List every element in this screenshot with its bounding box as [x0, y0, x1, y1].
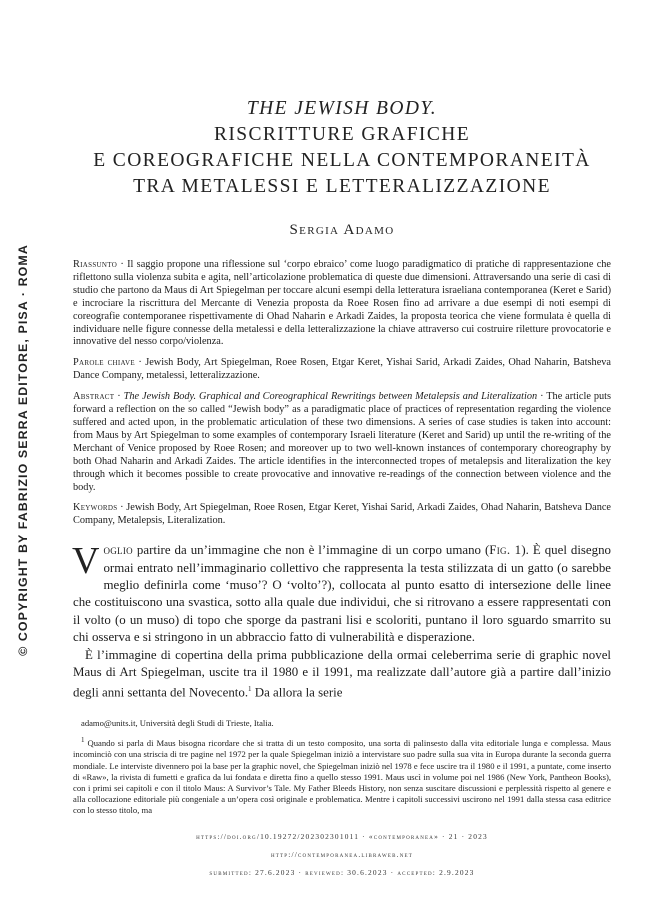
abstract-label: Abstract: [73, 391, 115, 403]
abstract-title: The Jewish Body. Graphical and Coreographical Rewritings between Metalepsis and Literalization: [123, 391, 538, 403]
keywords-label: Keywords: [73, 502, 118, 514]
body-text-2: È l’immagine di copertina della prima pubblicazione della ormai celeberrima serie di graphic novel Maus di Art Spiegelman, uscite tra il 1980 e il 1991, ma realizzate dall’autore già a partire dall’inizio degli anni settanta del Novecento.: [73, 647, 611, 700]
journal-url[interactable]: http://contemporanea.libraweb.net: [270, 850, 414, 859]
footnote-1: [73, 735, 611, 816]
figure-reference: Fig. 1: [489, 543, 522, 558]
drop-cap: V: [72, 540, 100, 583]
footnotes: [73, 718, 611, 816]
body-text-1b: ). È quel disegno ormai entrato nell’immaginario collettivo che rappresenta la testa stilizzata di un gatto (o sarebbe meglio definirla come ‘muso’? O ‘volto’?), collocata al punto esatto di intersezione delle linee che costituiscono una svastica, sotto alla quale due individui, che si ritrovano a essere rappresentati con il volto (o un muso) di topo che sporge da pastrani lisi e scoloriti, puntano il loro sguardo smarrito su chi osserva e si stringono in un abbraccio fatto di vulnerabilità e disperazione.: [73, 543, 611, 645]
title-line-2: RISCRITTURE GRAFICHE: [213, 124, 471, 145]
title-line-3: E COREOGRAFICHE NELLA CONTEMPORANEITÀ: [93, 150, 591, 171]
parole-chiave-paragraph: Parole chiave · Jewish Body, Art Spiegelman, Roee Rosen, Etgar Keret, Yishai Sarid, Arkadi Zaides, Ohad Naharin, Batsheva Dance Company, metalessi, letteralizzazione.: [73, 357, 611, 382]
article-page: [73, 0, 611, 823]
body-text-2-end: Da allora la serie: [251, 685, 343, 700]
riassunto-text: Il saggio propone una riflessione sul ‘corpo ebraico’ come luogo paradigmatico di pratiche di rappresentazione che riflettono sulla violenza subita e agita, nell’articolazione problematica di queste due dimensioni. Attraversando una serie di casi di studio che partono da Maus di Art Spiegelman per toccare alcuni esempi della letteratura israeliana contemporanea (Keret e Sarid) e incrociare la riscrittura del Mercante di Venezia proposta da Roee Rosen fino ad arrivare a due esempi di noti esempi di coreografie contemporanee rispettivamente di Ohad Naharin e Arkadi Zaides, la proposta teorica che viene formulata è quella di individuare nelle figure connesse della metalessi e della letteralizzazione la chiave attraverso cui costruire riletture provocatorie e innovative del nesso corpo/violenza.: [73, 259, 611, 348]
doi-line[interactable]: https://doi.org/10.19272/202302301011 · «contemporanea» · 21 · 2023: [196, 832, 488, 841]
copyright-text: © COPYRIGHT BY FABRIZIO SERRA EDITORE, PISA · ROMA: [16, 244, 30, 656]
parole-chiave-label: Parole chiave: [73, 357, 135, 369]
affiliation-note: adamo@units.it, Università degli Studi di Trieste, Italia.: [81, 718, 274, 729]
abstract-text: The article puts forward a reflection on the so called “Jewish body” as a paradigmatic place of practices of representation regarding the violence suffered and acted upon, in the problematic articulation of these two dimensions. A series of case studies is taken into account: from Maus by Art Spiegelman to some examples of contemporary Israeli literature (Keret and Sarid) up until the re-writing of the Merchant of Venice proposed by Roee Rosen; and moreover up to two well-known instances of contemporary choreography by both Ohad Naharin and Arkadi Zaides. The article identifies in the interconnected tropes of metalepsis and literalization the key through which it becomes possible to create provocative and innovative re-readings of the connection between violence and the body.: [73, 391, 611, 493]
author-name: Sergia Adamo: [289, 222, 395, 238]
title-line-1: THE JEWISH BODY.: [246, 98, 438, 119]
title-line-4: TRA METALESSI E LETTERALIZZAZIONE: [133, 176, 551, 197]
copyright-sidebar: [10, 215, 36, 685]
keywords-paragraph: Keywords · Jewish Body, Art Spiegelman, Roee Rosen, Etgar Keret, Yishai Sarid, Arkadi Zaides, Ohad Naharin, Batsheva Dance Company, Metalepsis, Literalization.: [73, 502, 611, 527]
body-paragraph-2: [73, 647, 611, 703]
riassunto-label: Riassunto: [73, 259, 118, 270]
footnote-1-text: Quando si parla di Maus bisogna ricordare che si tratta di un testo composito, una sorta di palinsesto dalla vita editoriale lunga e complessa. Maus incominciò con una striscia di tre pagine nel 1972 per la quale Spiegelman iniziò a intervistare suo padre sulla sua vita in Europa durante la seconda guerra mondiale. Le interviste divennero poi la base per la graphic novel, che Spiegelman iniziò nel 1978 e fece uscire tra il 1980 e il 1991, a puntate, come inserto di «Raw», la rivista di fumetti e grafica da lui fondata e diretta fino a quello stesso 1991. Maus uscì in volume poi nel 1986 (New York, Pantheon Books), con i primi sei capitoli e con il titolo Maus: A Survivor’s Tale. My Father Bleeds History, non senza suscitare discussioni e perplessità rispetto al genere e alla collocazione editoriale più congeniale a un’opera così originale e problematica. Mentre i capitoli successivi uscirono nel 1991 dalla stessa casa editrice con lo stesso titolo, ma: [73, 738, 611, 816]
riassunto-paragraph: Riassunto · Il saggio propone una riflessione sul ‘corpo ebraico’ come luogo paradigmatico di pratiche di rappresentazione che riflettono sulla violenza subita e agita, nell’articolazione problematica di queste due dimensioni. Attraversando una serie di casi di studio che partono da Maus di Art Spiegelman per toccare alcuni esempi della letteratura israeliana contemporanea (Keret e Sarid) e incrociare la riscrittura del Mercante di Venezia proposta da Roee Rosen fino ad arrivare a due esempi di noti esempi di coreografie contemporanee rispettivamente di Ohad Naharin e Arkadi Zaides, la proposta teorica che viene formulata è quella di individuare nelle figure connesse della metalessi e della letteralizzazione la chiave attraverso cui costruire riletture provocatorie e innovative del nesso corpo/violenza.: [73, 259, 611, 348]
parole-chiave-text: Jewish Body, Art Spiegelman, Roee Rosen, Etgar Keret, Yishai Sarid, Arkadi Zaides, Ohad Naharin, Batsheva Dance Company, metalessi, letteralizzazione.: [73, 357, 611, 382]
first-word: oglio: [103, 543, 133, 558]
footnote-1-number: 1: [81, 736, 85, 745]
keywords-text: Jewish Body, Art Spiegelman, Roee Rosen, Etgar Keret, Yishai Sarid, Arkadi Zaides, Ohad Naharin, Batsheva Dance Company, Metalepsis, Literalization.: [73, 502, 611, 527]
article-title: [73, 0, 611, 200]
main-text: [73, 542, 611, 702]
submission-dates: submitted: 27.6.2023 · reviewed: 30.6.2023 · accepted: 2.9.2023: [209, 868, 475, 877]
abstract-block: [73, 259, 611, 528]
footnote-marker[interactable]: 1: [248, 685, 252, 694]
body-paragraph-1: [73, 542, 611, 646]
abstract-paragraph: Abstract · The Jewish Body. Graphical and Coreographical Rewritings between Metalepsis and Literalization · The article puts forward a reflection on the so called “Jewish body” as a paradigmatic place of practices of representation regarding the violence suffered and acted upon, in the problematic articulation of these two dimensions. A series of case studies is taken into account: from Maus by Art Spiegelman to some examples of contemporary Israeli literature (Keret and Sarid) up until the re-writing of the Merchant of Venice proposed by Roee Rosen; and moreover up to two well-known instances of contemporary choreography by both Ohad Naharin and Arkadi Zaides. The article identifies in the interconnected tropes of metalepsis and literalization the key through which it becomes possible to create provocative and innovative re-readings of the connection between violence and the body.: [73, 391, 611, 493]
body-text-1a: partire da un’immagine che non è l’immagine di un corpo umano (: [132, 543, 490, 558]
